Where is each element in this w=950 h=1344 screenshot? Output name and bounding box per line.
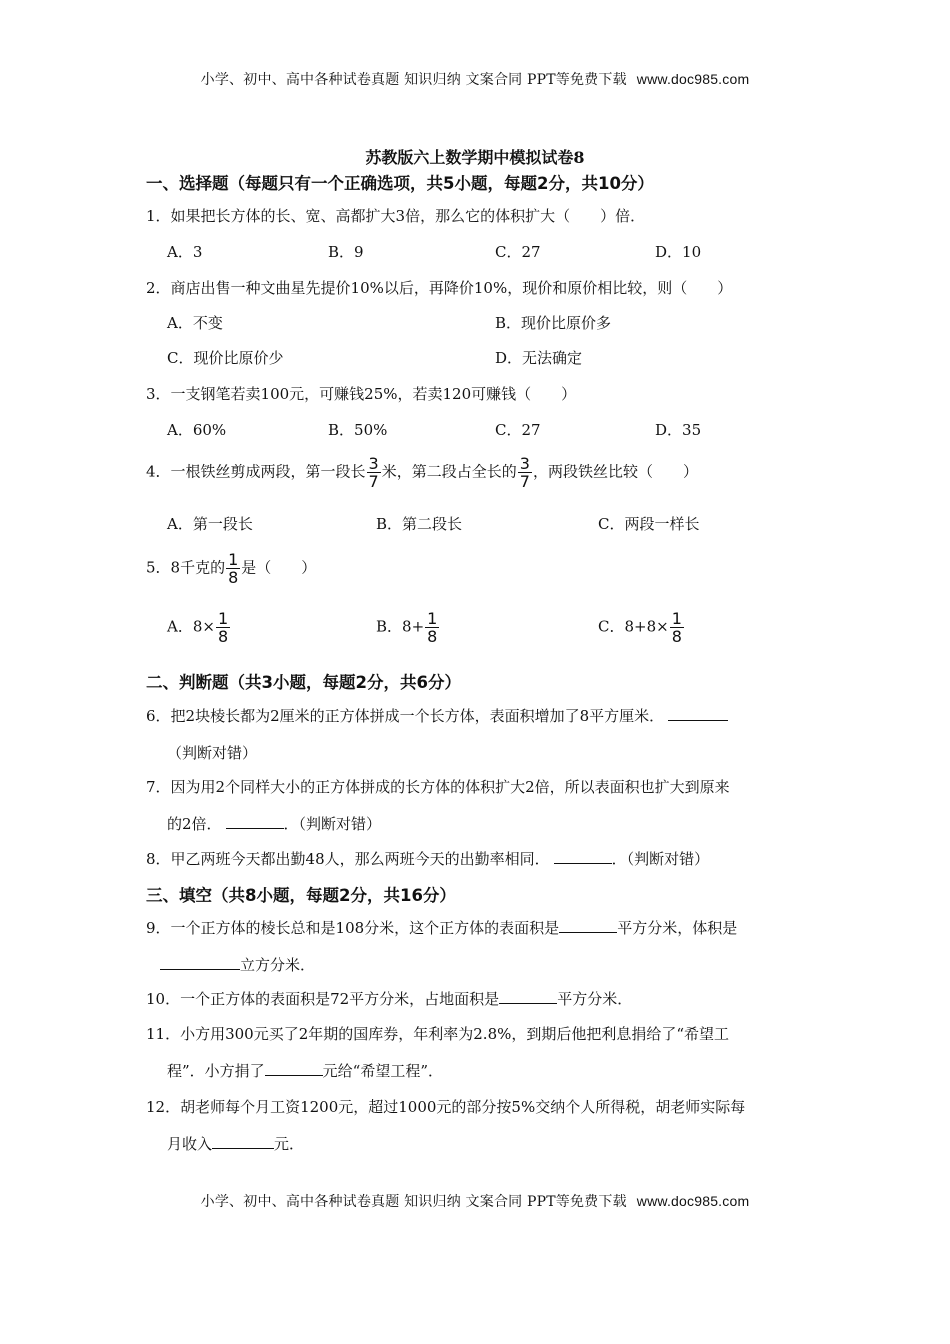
q3-option-c: C．27 xyxy=(495,421,541,439)
q3-option-b: B．50% xyxy=(328,421,388,439)
q4-option-a: A．第一段长 xyxy=(167,515,253,533)
q1-stem: 1．如果把长方体的长、宽、高都扩大3倍，那么它的体积扩大（ ）倍． xyxy=(146,207,646,225)
q5-option-a: A．8× $\frac{1}{8}$ xyxy=(167,609,229,646)
fraction-1-8: $\frac{1}{8}$ xyxy=(427,609,438,646)
q4-stem: 4．一根铁丝剪成两段，第一段长 $\frac{3}{7}$ 米，第二段占全长的 $\frac{3}{7}$ ，两段铁丝比较（ ） xyxy=(146,454,698,491)
footer-url[interactable]: www.doc985.com xyxy=(636,1193,750,1209)
q1-option-a: A．3 xyxy=(167,243,203,261)
q11-line-2: 程”．小方捐了 元给“希望工程”． xyxy=(167,1062,444,1080)
answer-blank[interactable] xyxy=(554,849,612,864)
q3-option-a: A．60% xyxy=(167,421,227,439)
q9-line-1: 9．一个正方体的棱长总和是108分米，这个正方体的表面积是 平方分米，体积是 xyxy=(146,919,738,937)
q12-line-1: 12．胡老师每个月工资1200元，超过1000元的部分按5%交纳个人所得税，胡老师实际每 xyxy=(146,1098,746,1116)
q11-line-1: 11．小方用300元买了2年期的国库券，年利率为2.8%，到期后他把利息捐给了“希望工 xyxy=(146,1025,730,1043)
q2-stem: 2．商店出售一种文曲星先提价10%以后，再降价10%，现价和原价相比较，则（ ） xyxy=(146,279,733,297)
q7-line-1: 7．因为用2个同样大小的正方体拼成的长方体的体积扩大2倍，所以表面积也扩大到原来 xyxy=(146,778,730,796)
footer-text: 小学、初中、高中各种试卷真题 知识归纳 文案合同 PPT等免费下载 xyxy=(200,1194,627,1210)
answer-blank[interactable] xyxy=(499,989,557,1004)
q2-option-b: B．现价比原价多 xyxy=(495,314,612,332)
page-header xyxy=(0,69,950,89)
q4-option-c: C．两段一样长 xyxy=(598,515,700,533)
answer-blank[interactable] xyxy=(668,706,728,721)
page-footer xyxy=(0,1191,950,1211)
answer-blank[interactable] xyxy=(226,814,284,829)
q6-line-2: （判断对错） xyxy=(167,744,258,762)
answer-blank[interactable] xyxy=(559,918,617,933)
fraction-1-8: $\frac{1}{8}$ xyxy=(671,609,682,646)
q12-line-2: 月收入 元． xyxy=(167,1135,305,1153)
fraction-1-8: $\frac{1}{8}$ xyxy=(228,550,239,587)
q3-option-d: D．35 xyxy=(655,421,702,439)
header-url[interactable]: www.doc985.com xyxy=(636,71,750,87)
answer-blank[interactable] xyxy=(265,1061,323,1076)
q2-option-d: D．无法确定 xyxy=(495,349,583,367)
q3-stem: 3．一支钢笔若卖100元，可赚钱25%，若卖120可赚钱（ ） xyxy=(146,385,577,403)
q7-line-2: 的2倍． ．（判断对错） xyxy=(167,815,382,833)
q5-option-c: C．8+8× $\frac{1}{8}$ xyxy=(598,609,682,646)
fraction-1-8: $\frac{1}{8}$ xyxy=(217,609,229,646)
q9-line-2: 立方分米． xyxy=(160,954,315,975)
q5-stem: 5．8千克的 $\frac{1}{8}$ 是（ ） xyxy=(146,550,317,587)
section-fill: 三、填空（共8小题，每题2分，共16分） xyxy=(146,886,456,905)
q1-option-c: C．27 xyxy=(495,243,541,261)
answer-blank[interactable] xyxy=(160,955,240,970)
header-text: 小学、初中、高中各种试卷真题 知识归纳 文案合同 PPT等免费下载 xyxy=(200,72,627,88)
answer-blank[interactable] xyxy=(212,1134,274,1149)
q1-option-d: D．10 xyxy=(655,243,702,261)
q6-line-1: 6．把2块棱长都为2厘米的正方体拼成一个长方体，表面积增加了8平方厘米． xyxy=(146,705,728,726)
section-judge: 二、判断题（共3小题，每题2分，共6分） xyxy=(146,673,461,692)
q4-option-b: B．第二段长 xyxy=(376,515,463,533)
q1-option-b: B．9 xyxy=(328,243,364,261)
fraction-3-7: $\frac{3}{7}$ xyxy=(368,454,379,491)
page-title: 苏教版六上数学期中模拟试卷8 xyxy=(365,148,585,167)
q8-line: 8．甲乙两班今天都出勤48人，那么两班今天的出勤率相同． ．（判断对错） xyxy=(146,850,710,868)
q2-option-a: A．不变 xyxy=(167,314,223,332)
fraction-3-7: $\frac{3}{7}$ xyxy=(519,454,530,491)
q10-line: 10．一个正方体的表面积是72平方分米，占地面积是 平方分米． xyxy=(146,990,633,1008)
section-choice: 一、选择题（每题只有一个正确选项，共5小题，每题2分，共10分） xyxy=(146,174,654,193)
q2-option-c: C．现价比原价少 xyxy=(167,349,284,367)
q5-option-b: B．8+ $\frac{1}{8}$ xyxy=(376,609,438,646)
